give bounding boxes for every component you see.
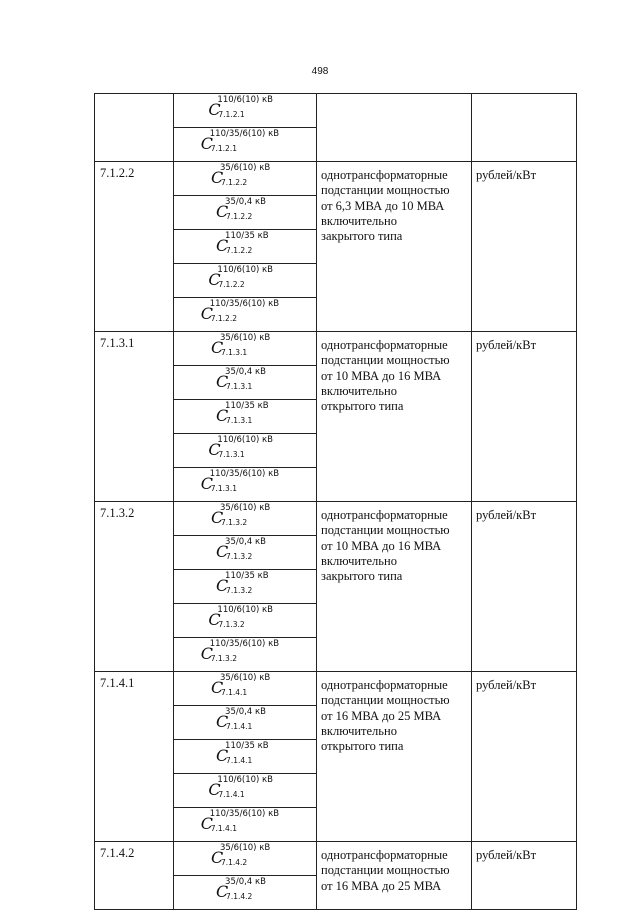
- rate-symbol: C: [210, 338, 224, 357]
- description-line: подстанции мощностью: [321, 523, 450, 538]
- index-subscript: 7.1.2.1: [210, 144, 237, 153]
- index-subscript: 7.1.4.2: [220, 858, 248, 867]
- description-line: от 10 МВА до 16 МВА: [321, 538, 442, 553]
- index-subscript: 7.1.4.1: [226, 756, 253, 765]
- rate-symbol: C: [216, 712, 229, 731]
- description-line: однотрансформаторные: [321, 508, 448, 522]
- voltage-superscript: 110/6(10) кВ: [217, 605, 274, 615]
- index-subscript: 7.1.4.2: [226, 892, 253, 901]
- rate-formula: [201, 298, 290, 326]
- description-line: подстанции мощностью: [321, 863, 450, 878]
- page-number: 498: [311, 66, 329, 77]
- table-row: [95, 162, 577, 196]
- rate-formula: [216, 876, 274, 904]
- rate-formula-cell: [174, 128, 317, 162]
- rate-formula-cell: [174, 672, 317, 706]
- unit-cell: рублей/кВт: [472, 502, 577, 672]
- voltage-superscript: 35/6(10) кВ: [219, 843, 271, 853]
- index-subscript: 7.1.4.1: [220, 688, 248, 697]
- rate-formula: [211, 842, 279, 870]
- rate-formula: [211, 162, 279, 190]
- index-subscript: 7.1.2.2: [218, 280, 245, 289]
- item-code-cell: 7.1.4.2: [95, 842, 174, 910]
- description-line: включительно: [321, 723, 397, 738]
- description-line: подстанции мощностью: [321, 693, 450, 708]
- rate-formula: [201, 808, 290, 836]
- rate-formula-cell: [174, 332, 317, 366]
- rate-formula-cell: [174, 400, 317, 434]
- index-subscript: 7.1.4.1: [226, 722, 253, 731]
- rate-formula: [211, 502, 279, 530]
- index-subscript: 7.1.2.2: [220, 178, 248, 187]
- rate-formula: [216, 570, 274, 598]
- index-subscript: 7.1.2.2: [226, 212, 253, 221]
- rate-formula-cell: [174, 876, 317, 910]
- rate-symbol: C: [208, 780, 221, 799]
- description-line: подстанции мощностью: [321, 353, 450, 368]
- table-row: [95, 332, 577, 366]
- voltage-superscript: 110/35/6(10) кВ: [209, 129, 280, 139]
- rate-symbol: C: [216, 372, 229, 391]
- rate-formula-cell: [174, 366, 317, 400]
- rate-formula: [216, 400, 274, 428]
- voltage-superscript: 110/6(10) кВ: [217, 775, 274, 785]
- rate-symbol: C: [200, 304, 213, 323]
- rate-formula-cell: [174, 808, 317, 842]
- rate-formula-cell: [174, 298, 317, 332]
- description-line: однотрансформаторные: [321, 338, 448, 352]
- rate-formula-cell: [174, 638, 317, 672]
- rate-symbol: C: [208, 270, 221, 289]
- voltage-superscript: 35/0,4 кВ: [225, 197, 266, 207]
- voltage-superscript: 35/6(10) кВ: [219, 503, 271, 513]
- tariff-table: [94, 93, 577, 910]
- description-line: подстанции мощностью: [321, 183, 450, 198]
- voltage-superscript: 35/0,4 кВ: [225, 537, 266, 547]
- description-line: от 10 МВА до 16 МВА: [321, 368, 442, 383]
- voltage-superscript: 110/6(10) кВ: [217, 95, 274, 105]
- rate-formula-cell: [174, 264, 317, 298]
- rate-formula-cell: [174, 604, 317, 638]
- description-line: закрытого типа: [321, 229, 403, 244]
- index-subscript: 7.1.2.2: [226, 246, 253, 255]
- voltage-superscript: 110/6(10) кВ: [217, 265, 274, 275]
- rate-formula: [208, 94, 281, 122]
- description-line: включительно: [321, 553, 397, 568]
- description-line: закрытого типа: [321, 569, 403, 584]
- voltage-superscript: 110/35/6(10) кВ: [209, 469, 280, 479]
- unit-cell: рублей/кВт: [472, 842, 577, 910]
- description-line: включительно: [321, 383, 397, 398]
- voltage-superscript: 35/6(10) кВ: [219, 163, 271, 173]
- voltage-superscript: 110/35/6(10) кВ: [209, 639, 280, 649]
- description-line: открытого типа: [321, 739, 404, 754]
- description-line: открытого типа: [321, 399, 404, 414]
- rate-formula-cell: [174, 774, 317, 808]
- voltage-superscript: 110/35 кВ: [225, 571, 269, 581]
- rate-formula-cell: [174, 230, 317, 264]
- index-subscript: 7.1.2.1: [218, 110, 245, 119]
- voltage-superscript: 35/0,4 кВ: [225, 707, 266, 717]
- index-subscript: 7.1.3.1: [226, 416, 253, 425]
- description-line: от 16 МВА до 25 МВА: [321, 878, 442, 893]
- rate-formula-cell: [174, 536, 317, 570]
- rate-symbol: C: [200, 474, 213, 493]
- description-line: однотрансформаторные: [321, 848, 448, 862]
- rate-formula: [208, 264, 281, 292]
- description-line: от 6,3 МВА до 10 МВА: [321, 198, 445, 213]
- unit-cell: [472, 94, 577, 162]
- rate-symbol: C: [216, 406, 229, 425]
- table-row: [95, 502, 577, 536]
- description-line: от 16 МВА до 25 МВА: [321, 708, 442, 723]
- rate-formula: [201, 468, 290, 496]
- rate-formula: [216, 536, 274, 564]
- description-cell: [317, 332, 472, 502]
- voltage-superscript: 110/35/6(10) кВ: [209, 299, 280, 309]
- rate-formula-cell: [174, 706, 317, 740]
- voltage-superscript: 110/35 кВ: [225, 741, 269, 751]
- table-row: [95, 672, 577, 706]
- rate-formula-cell: [174, 162, 317, 196]
- index-subscript: 7.1.2.2: [210, 314, 237, 323]
- index-subscript: 7.1.3.2: [226, 586, 253, 595]
- unit-cell: рублей/кВт: [472, 332, 577, 502]
- rate-symbol: C: [216, 576, 229, 595]
- rate-symbol: C: [210, 168, 224, 187]
- rate-formula-cell: [174, 468, 317, 502]
- rate-formula: [208, 774, 281, 802]
- index-subscript: 7.1.3.2: [220, 518, 248, 527]
- rate-symbol: C: [200, 814, 213, 833]
- rate-formula-cell: [174, 570, 317, 604]
- rate-symbol: C: [216, 882, 229, 901]
- unit-cell: рублей/кВт: [472, 672, 577, 842]
- voltage-superscript: 35/0,4 кВ: [225, 877, 266, 887]
- description-line: включительно: [321, 213, 397, 228]
- index-subscript: 7.1.3.1: [210, 484, 237, 493]
- voltage-superscript: 110/6(10) кВ: [217, 435, 274, 445]
- index-subscript: 7.1.3.2: [210, 654, 237, 663]
- rate-symbol: C: [200, 134, 213, 153]
- table-row: [95, 94, 577, 128]
- rate-symbol: C: [216, 202, 229, 221]
- rate-formula-cell: [174, 94, 317, 128]
- description-cell: [317, 672, 472, 842]
- rate-formula-cell: [174, 196, 317, 230]
- rate-formula: [211, 672, 279, 700]
- rate-formula: [201, 638, 290, 666]
- rate-formula: [216, 740, 274, 768]
- voltage-superscript: 35/0,4 кВ: [225, 367, 266, 377]
- item-code-cell: [95, 94, 174, 162]
- index-subscript: 7.1.3.1: [218, 450, 245, 459]
- rate-formula: [216, 706, 274, 734]
- rate-formula: [216, 196, 274, 224]
- rate-formula: [216, 230, 274, 258]
- voltage-superscript: 35/6(10) кВ: [219, 333, 271, 343]
- rate-formula: [201, 128, 290, 156]
- rate-formula-cell: [174, 740, 317, 774]
- rate-formula: [211, 332, 279, 360]
- rate-symbol: C: [210, 678, 224, 697]
- rate-symbol: C: [208, 610, 221, 629]
- rate-symbol: C: [216, 746, 229, 765]
- item-code-cell: 7.1.3.1: [95, 332, 174, 502]
- description-line: однотрансформаторные: [321, 168, 448, 182]
- description-cell: [317, 162, 472, 332]
- rate-symbol: C: [210, 508, 224, 527]
- index-subscript: 7.1.4.1: [218, 790, 245, 799]
- rate-formula: [216, 366, 274, 394]
- voltage-superscript: 110/35 кВ: [225, 231, 269, 241]
- item-code-cell: 7.1.3.2: [95, 502, 174, 672]
- rate-symbol: C: [208, 100, 221, 119]
- index-subscript: 7.1.3.1: [220, 348, 248, 357]
- rate-symbol: C: [216, 236, 229, 255]
- unit-cell: рублей/кВт: [472, 162, 577, 332]
- index-subscript: 7.1.4.1: [210, 824, 237, 833]
- rate-symbol: C: [216, 542, 229, 561]
- voltage-superscript: 110/35/6(10) кВ: [209, 809, 280, 819]
- rate-symbol: C: [208, 440, 221, 459]
- index-subscript: 7.1.3.2: [218, 620, 245, 629]
- index-subscript: 7.1.3.1: [226, 382, 253, 391]
- rate-symbol: C: [210, 848, 224, 867]
- rate-formula-cell: [174, 502, 317, 536]
- description-line: однотрансформаторные: [321, 678, 448, 692]
- index-subscript: 7.1.3.2: [226, 552, 253, 561]
- description-cell: [317, 502, 472, 672]
- voltage-superscript: 110/35 кВ: [225, 401, 269, 411]
- rate-formula: [208, 604, 281, 632]
- table-row: [95, 842, 577, 876]
- item-code-cell: 7.1.2.2: [95, 162, 174, 332]
- description-cell: [317, 94, 472, 162]
- rate-formula-cell: [174, 434, 317, 468]
- rate-formula-cell: [174, 842, 317, 876]
- rate-symbol: C: [200, 644, 213, 663]
- description-cell: [317, 842, 472, 910]
- rate-formula: [208, 434, 281, 462]
- item-code-cell: 7.1.4.1: [95, 672, 174, 842]
- voltage-superscript: 35/6(10) кВ: [219, 673, 271, 683]
